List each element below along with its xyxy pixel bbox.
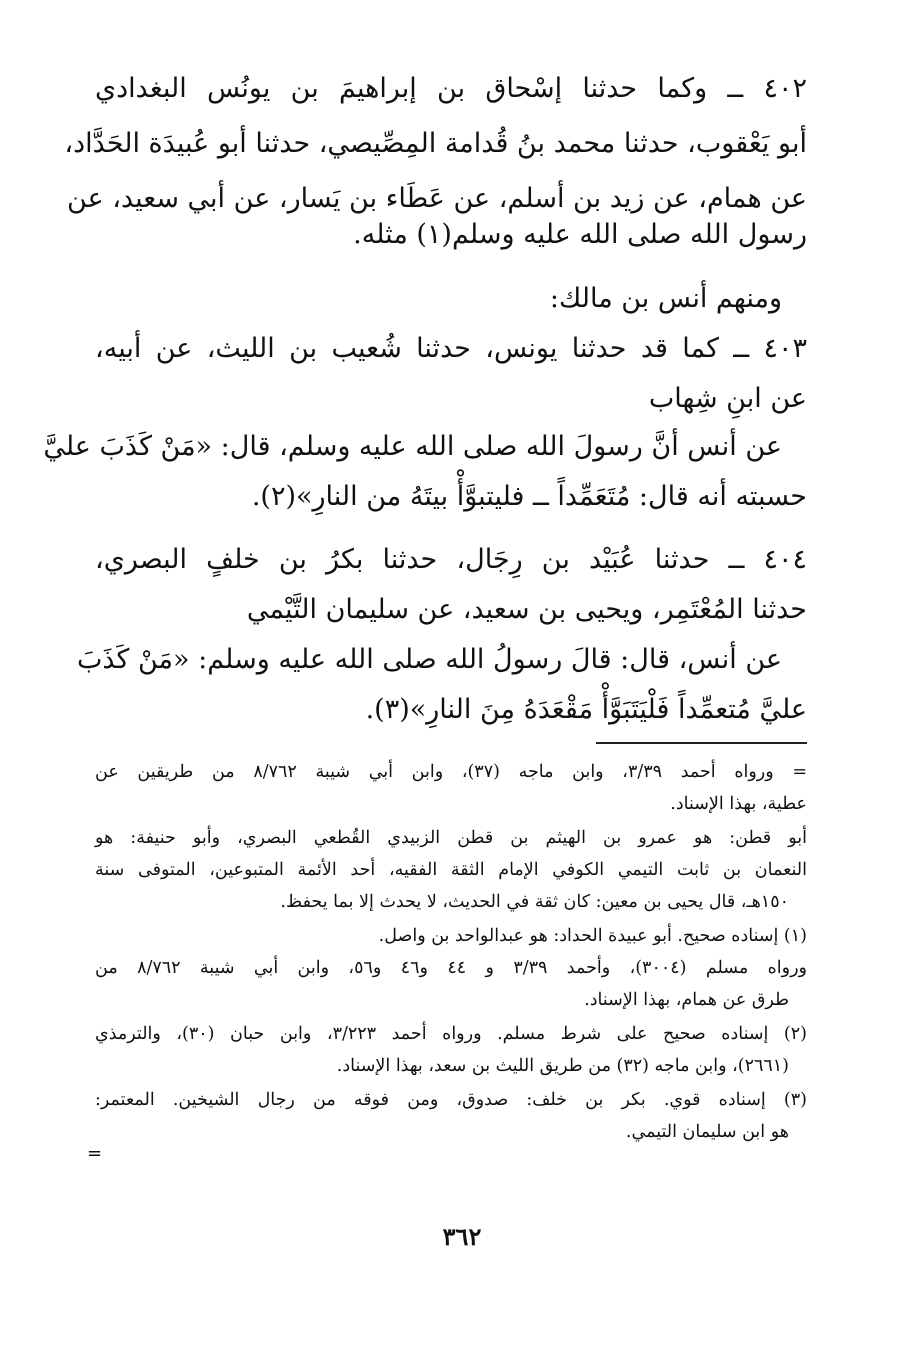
main-line-3: عن همام، عن زيد بن أسلم، عن عَطَاء بن يَسار، عن أبي سعيد، عن (67, 183, 807, 214)
page-number: ٣٦٢ (442, 1222, 482, 1251)
section-heading: ومنهم أنس بن مالك: (549, 283, 782, 314)
main-line-4: رسول الله صلى الله عليه وسلم(١) مثله. (353, 219, 807, 250)
footnote-line-2: عطية، بهذا الإسناد. (670, 794, 807, 814)
main-line-6: ٤٠٣ ــ كما قد حدثنا يونس، حدثنا شُعيب بن الليث، عن أبيه، (95, 333, 807, 364)
footnote-line-3: أبو قطن: هو عمرو بن الهيثم بن قطن الزبيدي القُطعي البصري، وأبو حنيفة: هو (95, 828, 807, 848)
main-line-9: حسبته أنه قال: مُتَعَمِّداً ــ فليتبوَّأْ بيتَهُ من النارِ»(٢). (251, 481, 807, 512)
footnote-3-cont: هو ابن سليمان التيمي. (625, 1122, 789, 1142)
main-line-2: أبو يَعْقوب، حدثنا محمد بنُ قُدامة المِصِّيصي، حدثنا أبو عُبيدَة الحَدَّاد، (64, 128, 807, 159)
main-line-7: عن ابنِ شِهاب (648, 383, 807, 414)
main-line-8: عن أنس أنَّ رسولَ الله صلى الله عليه وسلم، قال: «مَنْ كَذَبَ عليَّ (43, 431, 782, 462)
footnote-1-cont: ورواه مسلم (٣٠٠٤)، وأحمد ٣/٣٩ و ٤٤ و٤٦ و٥٦، وابن أبي شيبة ٨/٧٦٢ من (95, 958, 808, 978)
footnote-2-cont: (٢٦٦١)، وابن ماجه (٣٢) من طريق الليث بن سعد، بهذا الإسناد. (336, 1056, 789, 1076)
main-line-11: حدثنا المُعْتَمِر، ويحيى بن سعيد، عن سليمان التَّيْمي (246, 594, 807, 625)
footnote-2: (٢) إسناده صحيح على شرط مسلم. ورواه أحمد ٣/٢٢٣، وابن حبان (٣٠)، والترمذي (95, 1024, 807, 1044)
footnote-line-1: = ورواه أحمد ٣/٣٩، وابن ماجه (٣٧)، وابن أبي شيبة ٨/٧٦٢ من طريقين عن (95, 762, 808, 782)
footnote-line-4: النعمان بن ثابت التيمي الكوفي الإمام الثقة الفقيه، أحد الأئمة المتبوعين، المتوفى سنة (95, 860, 807, 880)
main-line-1: ٤٠٢ ــ وكما حدثنا إسْحاق بن إبراهيمَ بن يونُس البغدادي (95, 73, 807, 104)
main-line-13: عليَّ مُتعمِّداً فَلْيَتَبَوَّأْ مَقْعَدَهُ مِنَ النارِ»(٣). (365, 694, 807, 725)
continuation-mark: = (87, 1143, 103, 1164)
footnote-separator (596, 742, 807, 744)
footnote-1: (١) إسناده صحيح. أبو عبيدة الحداد: هو عبدالواحد بن واصل. (378, 926, 807, 946)
footnote-3: (٣) إسناده قوي. بكر بن خلف: صدوق، ومن فوقه من رجال الشيخين. المعتمر: (95, 1090, 807, 1110)
main-line-10: ٤٠٤ ــ حدثنا عُبَيْد بن رِجَال، حدثنا بكرُ بن خلفٍ البصري، (95, 544, 807, 575)
footnote-line-5: ١٥٠هـ، قال يحيى بن معين: كان ثقة في الحديث، لا يحدث إلا بما يحفظ. (280, 892, 789, 912)
main-line-12: عن أنس، قال: قالَ رسولُ الله صلى الله عليه وسلم: «مَنْ كَذَبَ (76, 644, 782, 675)
footnote-1-end: طرق عن همام، بهذا الإسناد. (584, 990, 789, 1010)
